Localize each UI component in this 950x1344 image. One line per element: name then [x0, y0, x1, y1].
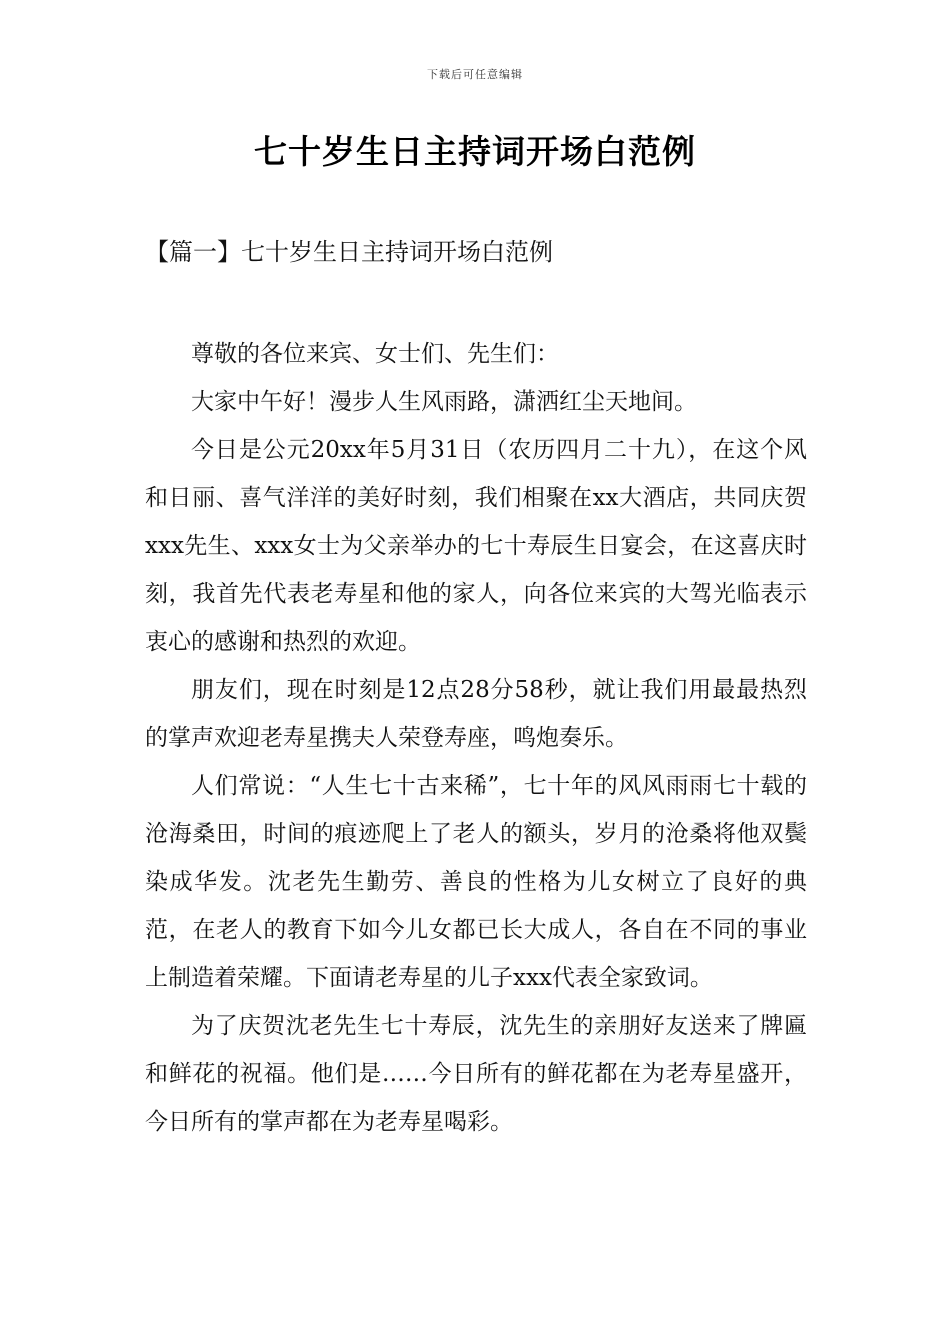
document-title: 七十岁生日主持词开场白范例 — [254, 132, 696, 171]
header-note: 下载后可任意编辑 — [427, 68, 523, 81]
paragraph-date-welcome: 今日是公元20xx年5月31日（农历四月二十九），在这个风和日丽、喜气洋洋的美好时刻，我们相聚在xx大酒店，共同庆贺xxx先生、xxx女士为父亲举办的七十寿辰生日宴会，在这喜庆时刻，我首先代表老寿星和他的家人，向各位来宾的大驾光临表示衷心的感谢和热烈的欢迎。 — [145, 437, 807, 655]
paragraph-greeting: 大家中午好！漫步人生风雨路，潇洒红尘天地间。 — [191, 389, 697, 415]
paragraph-time-applause: 朋友们，现在时刻是12点28分58秒，就让我们用最最热烈的掌声欢迎老寿星携夫人荣登寿座，鸣炮奏乐。 — [145, 677, 807, 751]
paragraph-salutation: 尊敬的各位来宾、女士们、先生们： — [191, 341, 559, 367]
document-body — [145, 330, 807, 1146]
paragraph-seventy-years: 人们常说：“人生七十古来稀”，七十年的风风雨雨七十载的沧海桑田，时间的痕迹爬上了老人的额头，岁月的沧桑将他双鬓染成华发。沈老先生勤劳、善良的性格为儿女树立了良好的典范，在老人的教育下如今儿女都已长大成人，各自在不同的事业上制造着荣耀。下面请老寿星的儿子xxx代表全家致词。 — [145, 773, 807, 991]
section-heading: 【篇一】七十岁生日主持词开场白范例 — [145, 238, 553, 266]
paragraph-flowers-blessing: 为了庆贺沈老先生七十寿辰，沈先生的亲朋好友送来了牌匾和鲜花的祝福。他们是……今日所有的鲜花都在为老寿星盛开，今日所有的掌声都在为老寿星喝彩。 — [145, 1013, 807, 1135]
